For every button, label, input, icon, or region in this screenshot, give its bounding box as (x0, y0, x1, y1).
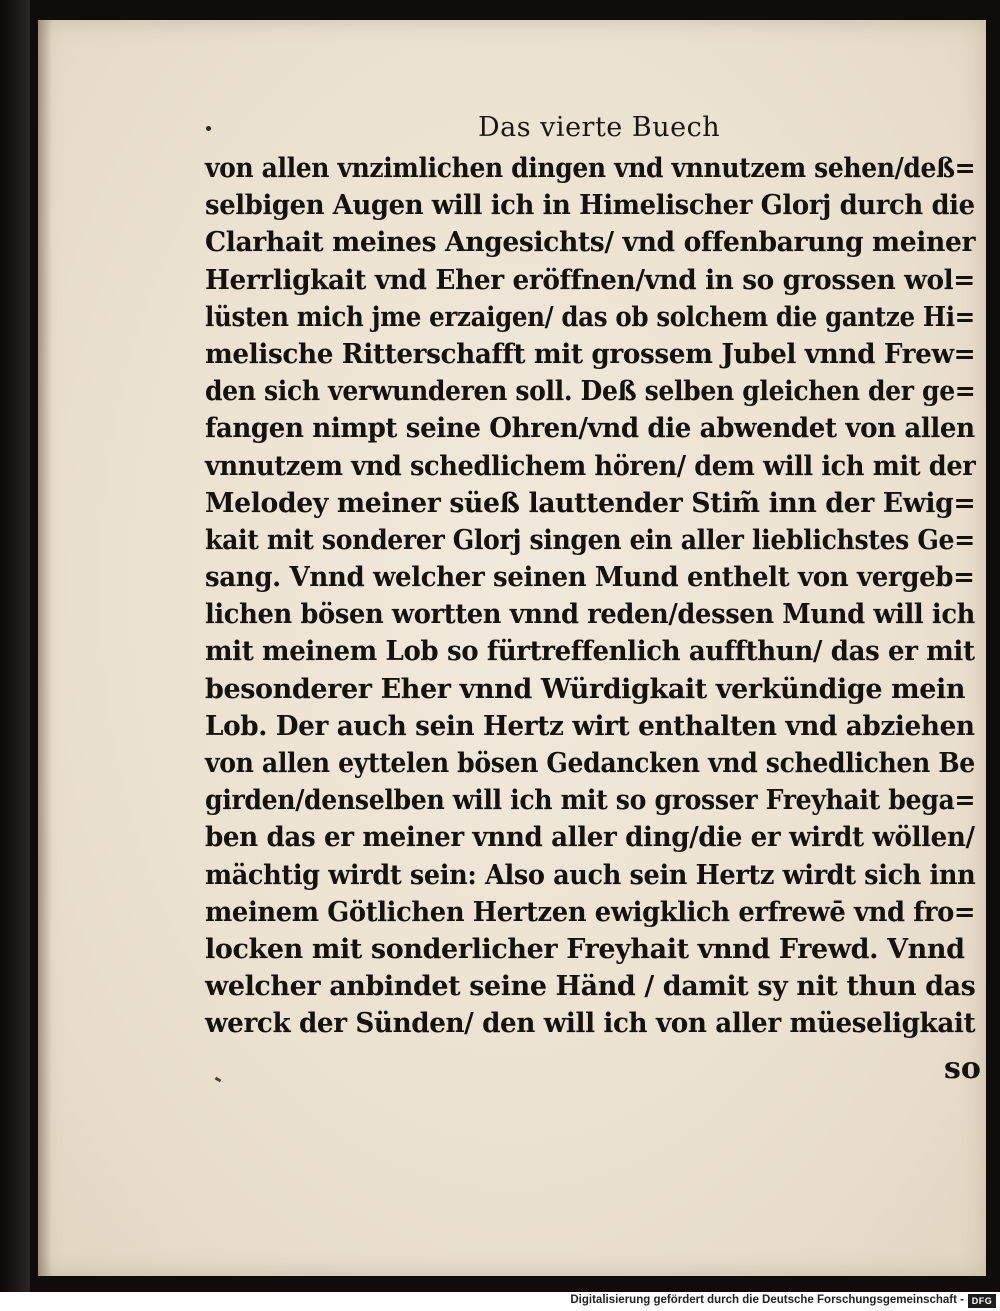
text-line: von allen vnzimlichen dingen vnd vnnutzem sehen/deß= (205, 153, 976, 184)
text-line: besonderer Eher vnnd Würdigkait verkündige mein (205, 673, 966, 705)
text-line: locken mit sonderlicher Freyhait vnnd Frewd. Vnnd (205, 933, 965, 965)
text-line: Melodey meiner süeß lauttender Stim̃ inn der Ewig= (205, 487, 976, 519)
text-line: Lob. Der auch sein Hertz wirt enthalten vnd abziehen (205, 710, 975, 742)
funding-credit: Digitalisierung gefördert durch die Deutsche Forschungsgemeinschaft - (570, 1294, 964, 1306)
running-head-mark (206, 126, 211, 131)
text-line: vnnutzem vnd schedlichem hören/ dem will ich mit der (205, 450, 976, 482)
running-head: Das vierte Buech (478, 112, 721, 143)
text-line: ben das er meiner vnnd aller ding/die er wirdt wöllen/ (205, 822, 975, 854)
text-line: girden/denselben will ich mit so grosser Freyhait bega= (205, 785, 976, 817)
text-line: sang. Vnnd welcher seinen Mund enthelt von vergeb= (205, 562, 975, 594)
text-line: mächtig wirdt sein: Also auch sein Hertz wirdt sich inn (205, 859, 976, 891)
dfg-logo: DFG (968, 1294, 996, 1308)
text-line: werck der Sünden/ den will ich von aller müeseligkait (205, 1008, 976, 1040)
text-line: kait mit sonderer Glorj singen ein aller lieblichstes Ge= (205, 524, 975, 556)
text-line: lüsten mich jme erzaigen/ das ob solchem die gantze Hi= (205, 301, 975, 333)
body-text (205, 150, 975, 1043)
text-line: Clarhait meines Angesichts/ vnd offenbarung meiner (205, 227, 976, 259)
text-line: lichen bösen wortten vnnd reden/dessen Mund will ich (205, 599, 975, 631)
book-gutter (0, 0, 30, 1292)
catchword: so (944, 1051, 981, 1086)
text-line: melische Ritterschafft mit grossem Jubel vnnd Frew= (205, 338, 976, 370)
text-line: von allen eyttelen bösen Gedancken vnd schedlichen Be (205, 748, 975, 779)
text-line: Herrligkait vnd Eher eröffnen/vnd in so grossen wol= (205, 264, 975, 296)
text-line: selbigen Augen will ich in Himelischer Glorj durch die (205, 190, 975, 222)
text-line: welcher anbindet seine Händ / damit sy nit thun das (205, 971, 976, 1003)
text-line: mit meinem Lob so fürtreffenlich auffthun/ das er mit (205, 636, 975, 668)
text-line: den sich verwunderen soll. Deß selben gleichen der ge= (205, 376, 976, 408)
text-line: fangen nimpt seine Ohren/vnd die abwendet von allen (205, 413, 975, 445)
page-shadow (38, 20, 52, 1276)
text-line: meinem Götlichen Hertzen ewigklich erfrewē vnd fro= (205, 896, 976, 928)
